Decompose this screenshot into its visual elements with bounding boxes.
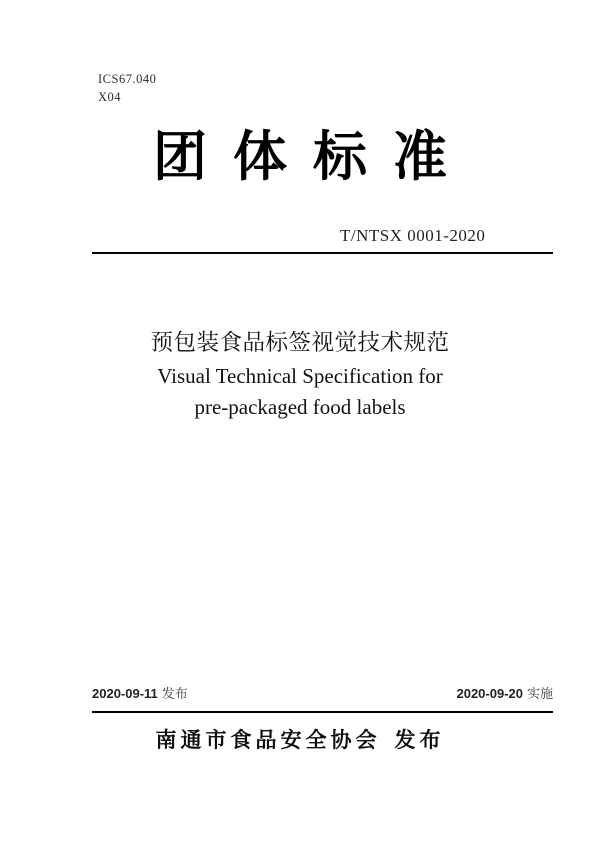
dates-row (92, 683, 553, 702)
bottom-divider-rule (92, 711, 553, 713)
title-english-line1: Visual Technical Specification for (157, 364, 443, 388)
issuer-publish-label: 发布 (394, 729, 445, 752)
issue-date-item (92, 683, 188, 702)
issue-date-label: 发布 (161, 686, 188, 701)
top-divider-rule (92, 252, 553, 254)
standard-type-title: 团体标准 (153, 127, 473, 187)
title-chinese: 预包装食品标签视觉技术规范 (150, 330, 450, 355)
ics-code: ICS67.040 (98, 72, 157, 86)
issuer-row (0, 724, 600, 754)
implement-date: 2020-09-20 (456, 686, 523, 701)
issue-date: 2020-09-11 (92, 686, 158, 701)
implement-date-item (456, 683, 553, 702)
classification-codes (98, 70, 156, 106)
doc-class-code: X04 (98, 90, 122, 104)
implement-date-label: 实施 (526, 686, 553, 701)
standard-number: T/NTSX 0001-2020 (340, 226, 486, 245)
issuer-name: 南通市食品安全协会 (155, 729, 381, 752)
title-english-line2: pre-packaged food labels (194, 395, 406, 419)
